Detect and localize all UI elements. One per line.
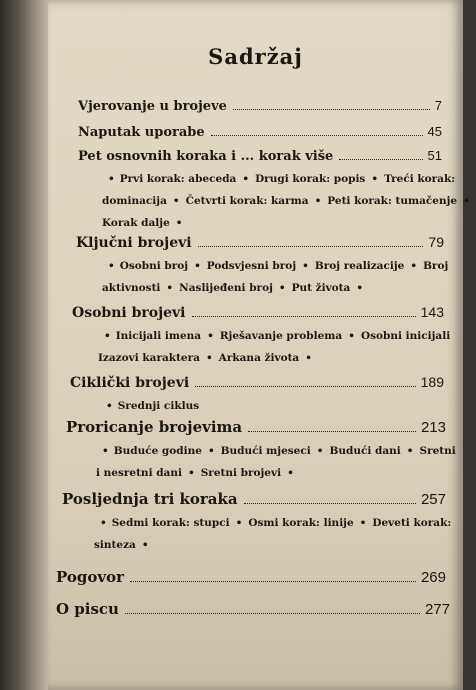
subsection-item: Arkana života bbox=[218, 352, 300, 364]
toc-entry bbox=[66, 418, 456, 484]
subsection-line: aktivnosti • Naslijeđeni broj • Put života • bbox=[102, 282, 364, 294]
subsection-item: Osmi korak: linije bbox=[248, 517, 354, 529]
subsection-item: Osobni broj bbox=[119, 260, 189, 272]
subsection-line: • Sedmi korak: stupci • Osmi korak: linije • Deveti korak: bbox=[100, 517, 452, 529]
subsection-item: Budući mjeseci bbox=[220, 445, 311, 457]
entry-label: Naputak uporabe bbox=[78, 125, 205, 140]
entry-page: 51 bbox=[427, 148, 442, 163]
subsection-item: Peti korak: tumačenje bbox=[327, 195, 458, 207]
subsection-line: i nesretni dani • Sretni brojevi • bbox=[96, 467, 294, 479]
dot-leader bbox=[198, 246, 424, 247]
entry-label: Pet osnovnih koraka i ... korak više bbox=[78, 149, 334, 164]
subsection-item: Naslijeđeni broj bbox=[179, 282, 273, 294]
subsection-item: Srednji ciklus bbox=[117, 400, 200, 412]
subsection-item: Rješavanje problema bbox=[219, 330, 343, 342]
dot-leader bbox=[244, 503, 416, 504]
subsection-item: Korak dalje bbox=[102, 217, 170, 229]
subsection-item: Četvrti korak: karma bbox=[185, 195, 309, 207]
entry-page: 143 bbox=[420, 304, 444, 320]
book-page bbox=[48, 0, 470, 690]
subsection-list bbox=[66, 440, 456, 484]
subsection-item: Sretni brojevi bbox=[200, 467, 282, 479]
toc-entry bbox=[78, 148, 470, 234]
entry-label: Proricanje brojevima bbox=[66, 418, 243, 436]
entry-page: 269 bbox=[420, 569, 446, 586]
subsection-item: Sedmi korak: stupci bbox=[111, 517, 230, 529]
entry-label: Ciklički brojevi bbox=[70, 375, 190, 391]
toc-entry bbox=[56, 600, 450, 618]
subsection-item: Treći korak: bbox=[384, 173, 456, 185]
toc-entry bbox=[78, 124, 442, 140]
entry-label: Ključni brojevi bbox=[76, 235, 192, 251]
subsection-line: sinteza • bbox=[94, 539, 149, 551]
dot-leader bbox=[195, 386, 415, 387]
subsection-item: Deveti korak: bbox=[372, 517, 452, 529]
subsection-line: • Osobni broj • Podsvjesni broj • Broj realizacije • Broj bbox=[108, 260, 449, 272]
entry-page: 189 bbox=[420, 374, 444, 390]
dot-leader bbox=[233, 109, 430, 110]
toc-entry bbox=[76, 234, 449, 299]
subsection-item: Broj bbox=[423, 260, 449, 272]
entry-label: Posljednja tri koraka bbox=[62, 490, 238, 508]
toc-entry bbox=[62, 490, 452, 556]
dot-leader bbox=[339, 159, 422, 160]
dot-leader bbox=[211, 135, 423, 136]
subsection-line: • Srednji ciklus bbox=[106, 400, 200, 412]
subsection-item: Drugi korak: popis bbox=[255, 173, 366, 185]
toc-entry bbox=[72, 304, 451, 369]
subsection-line: • Prvi korak: abeceda • Drugi korak: popis • Treći korak: bbox=[108, 173, 456, 185]
entry-label: O piscu bbox=[56, 600, 119, 618]
entry-label: Vjerovanje u brojeve bbox=[78, 99, 227, 114]
subsection-line: Korak dalje • bbox=[102, 217, 183, 229]
dot-leader bbox=[130, 581, 416, 582]
dot-leader bbox=[192, 316, 416, 317]
entry-page: 7 bbox=[434, 98, 442, 113]
entry-label: Pogovor bbox=[56, 568, 124, 586]
subsection-line: • Inicijali imena • Rješavanje problema • Osobni inicijali bbox=[104, 330, 451, 342]
subsection-item: dominacija bbox=[102, 195, 167, 207]
toc-entry bbox=[78, 98, 442, 114]
dot-leader bbox=[125, 613, 420, 614]
subsection-item: Budući dani bbox=[329, 445, 401, 457]
entry-page: 277 bbox=[424, 601, 450, 618]
entry-page: 213 bbox=[420, 419, 446, 436]
entry-page: 79 bbox=[428, 234, 444, 250]
subsection-list bbox=[76, 255, 449, 299]
entry-page: 257 bbox=[420, 491, 446, 508]
subsection-item: Izazovi karaktera bbox=[98, 352, 200, 364]
subsection-item: Osobni inicijali bbox=[360, 330, 451, 342]
toc-entry bbox=[56, 568, 446, 586]
subsection-list bbox=[72, 325, 451, 369]
subsection-item: Put života bbox=[291, 282, 351, 294]
subsection-item: Sretni bbox=[419, 445, 456, 457]
subsection-line: • Buduće godine • Budući mjeseci • Budući dani • Sretni bbox=[102, 445, 456, 457]
subsection-list bbox=[62, 512, 452, 556]
subsection-line: dominacija • Četvrti korak: karma • Peti korak: tumačenje • bbox=[102, 195, 470, 207]
subsection-item: aktivnosti bbox=[102, 282, 161, 294]
subsection-item: i nesretni dani bbox=[96, 467, 182, 479]
subsection-item: Prvi korak: abeceda bbox=[119, 173, 237, 185]
subsection-list bbox=[78, 168, 470, 234]
entry-label: Osobni brojevi bbox=[72, 305, 186, 321]
entry-page: 45 bbox=[427, 124, 442, 139]
toc-entry bbox=[70, 374, 444, 417]
subsection-list bbox=[70, 395, 444, 417]
subsection-item: sinteza bbox=[94, 539, 136, 551]
subsection-line: Izazovi karaktera • Arkana života • bbox=[98, 352, 312, 364]
subsection-item: Podsvjesni broj bbox=[206, 260, 297, 272]
dot-leader bbox=[248, 431, 416, 432]
subsection-item: Inicijali imena bbox=[115, 330, 202, 342]
subsection-item: Broj realizacije bbox=[314, 260, 405, 272]
subsection-item: Buduće godine bbox=[113, 445, 202, 457]
page-title: Sadržaj bbox=[208, 44, 303, 69]
